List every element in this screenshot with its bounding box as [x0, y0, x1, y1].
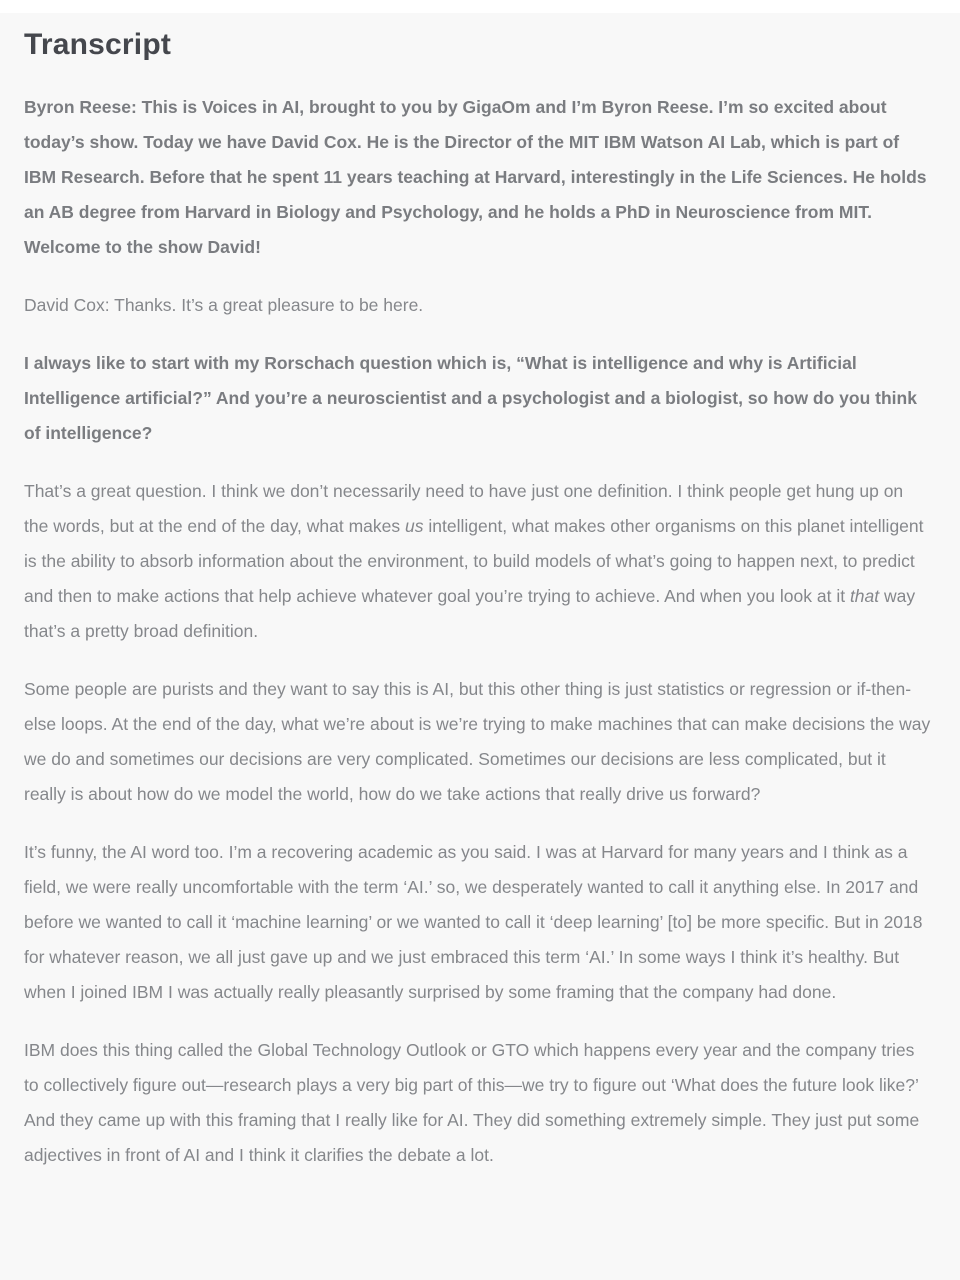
page-title: Transcript	[24, 28, 172, 61]
text-run: intelligent, what makes other organisms on this planet intelligent is the ability to absorb information about the environment, to build models of what’s going to happen next, to predict and then to make actions that help achieve whatever goal you’re trying to achieve. And when you look at it	[24, 515, 924, 606]
transcript-body	[24, 90, 932, 1173]
transcript-paragraph-answer	[24, 672, 932, 812]
transcript-page	[0, 13, 960, 1280]
top-strip	[0, 0, 960, 13]
transcript-paragraph-answer	[24, 288, 932, 323]
text-run: way that’s a pretty broad definition.	[24, 585, 916, 641]
transcript-paragraph-question	[24, 346, 932, 451]
transcript-paragraph-answer	[24, 1033, 932, 1173]
transcript-paragraph-answer	[24, 835, 932, 1010]
transcript-paragraph-answer	[24, 474, 932, 649]
text-run: I always like to start with my Rorschach question which is, “What is intelligence and why is Artificial Intelligence artificial?” And you’re a neuroscientist and a psychologist and a biologist, so how do you think of intelligence?	[24, 352, 917, 443]
italic-text-run: that	[849, 585, 880, 606]
italic-text-run: us	[405, 515, 424, 536]
text-run: That’s a great question. I think we don’t necessarily need to have just one definition. I think people get hung up on the words, but at the end of the day, what makes	[24, 480, 904, 536]
text-run: It’s funny, the AI word too. I’m a recovering academic as you said. I was at Harvard for many years and I think as a field, we were really uncomfortable with the term ‘AI.’ so, we desperately wanted to call it anything else. In 2017 and before we wanted to call it ‘machine learning’ or we wanted to call it ‘deep learning’ [to] be more specific. But in 2018 for whatever reason, we all just gave up and we just embraced this term ‘AI.’ In some ways I think it’s healthy. But when I joined IBM I was actually really pleasantly surprised by some framing that the company had done.	[24, 841, 923, 1002]
text-run: Some people are purists and they want to say this is AI, but this other thing is just statistics or regression or if-then-else loops. At the end of the day, what we’re about is we’re trying to make machines that can make decisions the way we do and sometimes our decisions are very complicated. Sometimes our decisions are less complicated, but it really is about how do we model the world, how do we take actions that really drive us forward?	[24, 678, 931, 804]
transcript-paragraph-question	[24, 90, 932, 265]
text-run: IBM does this thing called the Global Technology Outlook or GTO which happens every year and the company tries to collectively figure out—research plays a very big part of this—we try to figure out ‘What does the future look like?’ And they came up with this framing that I really like for AI. They did something extremely simple. They just put some adjectives in front of AI and I think it clarifies the debate a lot.	[24, 1039, 920, 1165]
text-run: Byron Reese: This is Voices in AI, brought to you by GigaOm and I’m Byron Reese. I’m so excited about today’s show. Today we have David Cox. He is the Director of the MIT IBM Watson AI Lab, which is part of IBM Research. Before that he spent 11 years teaching at Harvard, interestingly in the Life Sciences. He holds an AB degree from Harvard in Biology and Psychology, and he holds a PhD in Neuroscience from MIT. Welcome to the show David!	[24, 96, 927, 257]
text-run: David Cox: Thanks. It’s a great pleasure to be here.	[24, 294, 424, 315]
